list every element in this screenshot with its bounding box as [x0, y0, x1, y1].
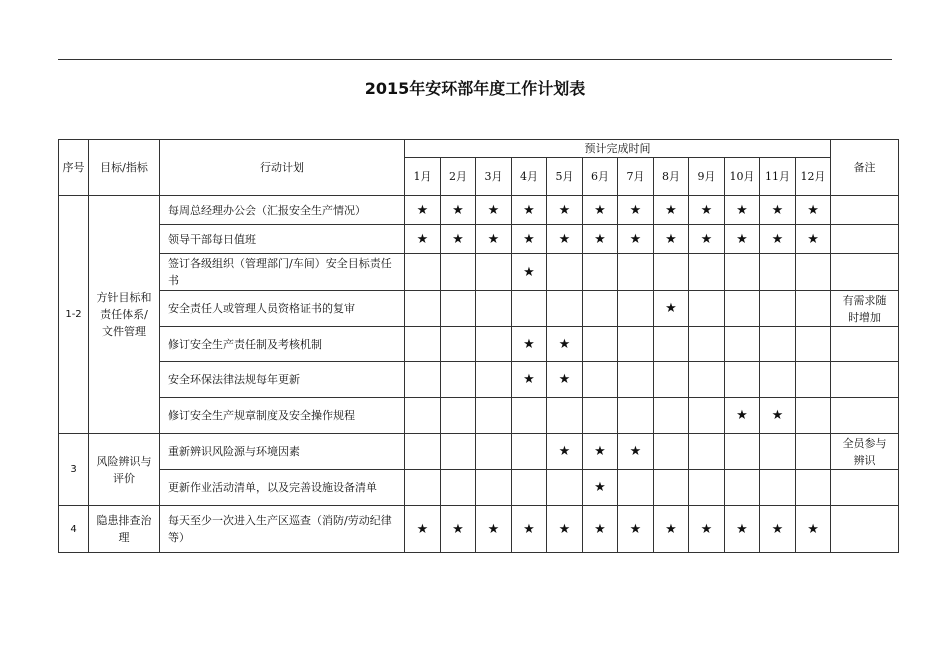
- month-cell: [618, 362, 654, 398]
- month-cell: [725, 291, 760, 327]
- month-cell: [618, 291, 654, 327]
- scheduled-star: ★: [476, 225, 512, 254]
- action-cell: 每天至少一次进入生产区巡查（消防/劳动纪律等）: [160, 506, 405, 553]
- scheduled-star: ★: [796, 225, 831, 254]
- scheduled-star: ★: [760, 506, 796, 553]
- scheduled-star: ★: [476, 506, 512, 553]
- goal-cell: 方针目标和责任体系/文件管理: [89, 196, 160, 434]
- plan-row: [59, 225, 899, 254]
- scheduled-star: ★: [512, 506, 547, 553]
- month-cell: [441, 398, 476, 434]
- scheduled-star: ★: [618, 196, 654, 225]
- action-cell: 修订安全生产规章制度及安全操作规程: [160, 398, 405, 434]
- remark-cell: [831, 398, 899, 434]
- document-title: 2015年安环部年度工作计划表: [364, 79, 586, 98]
- month-header: 11月: [760, 158, 796, 196]
- month-cell: [441, 254, 476, 291]
- scheduled-star: ★: [689, 506, 725, 553]
- remark-cell: [831, 362, 899, 398]
- month-header: 5月: [547, 158, 583, 196]
- month-header: 8月: [654, 158, 689, 196]
- scheduled-star: ★: [547, 434, 583, 470]
- scheduled-star: ★: [441, 506, 476, 553]
- scheduled-star: ★: [725, 398, 760, 434]
- scheduled-star: ★: [654, 196, 689, 225]
- month-header: 2月: [441, 158, 476, 196]
- scheduled-star: ★: [725, 196, 760, 225]
- month-header: 10月: [725, 158, 760, 196]
- scheduled-star: ★: [583, 225, 618, 254]
- month-cell: [476, 327, 512, 362]
- seq-header: 序号: [59, 140, 89, 196]
- month-cell: [796, 254, 831, 291]
- month-cell: [725, 327, 760, 362]
- action-header: 行动计划: [160, 140, 405, 196]
- month-cell: [583, 291, 618, 327]
- month-cell: [476, 434, 512, 470]
- plan-row: [59, 506, 899, 553]
- month-cell: [405, 254, 441, 291]
- month-cell: [476, 254, 512, 291]
- goal-cell: 隐患排查治理: [89, 506, 160, 553]
- scheduled-star: ★: [547, 196, 583, 225]
- goal-cell: 风险辨识与评价: [89, 434, 160, 506]
- month-header: 6月: [583, 158, 618, 196]
- month-cell: [583, 398, 618, 434]
- month-header: 7月: [618, 158, 654, 196]
- scheduled-star: ★: [405, 196, 441, 225]
- action-cell: 修订安全生产责任制及考核机制: [160, 327, 405, 362]
- month-cell: [725, 470, 760, 506]
- month-cell: [618, 470, 654, 506]
- scheduled-star: ★: [512, 254, 547, 291]
- scheduled-star: ★: [760, 225, 796, 254]
- plan-row: [59, 470, 899, 506]
- scheduled-star: ★: [618, 506, 654, 553]
- plan-body: [59, 196, 899, 553]
- plan-row: [59, 362, 899, 398]
- month-cell: [405, 291, 441, 327]
- month-cell: [689, 470, 725, 506]
- action-cell: 签订各级组织（管理部门/车间）安全目标责任书: [160, 254, 405, 291]
- month-cell: [760, 434, 796, 470]
- month-cell: [796, 470, 831, 506]
- month-cell: [476, 291, 512, 327]
- month-cell: [405, 362, 441, 398]
- timeline-header: 预计完成时间: [405, 140, 831, 158]
- scheduled-star: ★: [547, 225, 583, 254]
- remark-cell: [831, 506, 899, 553]
- month-cell: [547, 470, 583, 506]
- plan-row: [59, 327, 899, 362]
- month-cell: [654, 254, 689, 291]
- scheduled-star: ★: [512, 225, 547, 254]
- month-cell: [654, 398, 689, 434]
- month-cell: [405, 434, 441, 470]
- action-cell: 更新作业活动清单，以及完善设施设备清单: [160, 470, 405, 506]
- work-plan-table: [58, 139, 899, 553]
- scheduled-star: ★: [583, 196, 618, 225]
- plan-row: [59, 196, 899, 225]
- scheduled-star: ★: [405, 506, 441, 553]
- month-cell: [796, 291, 831, 327]
- scheduled-star: ★: [618, 225, 654, 254]
- plan-row: [59, 254, 899, 291]
- month-cell: [547, 291, 583, 327]
- month-header: 3月: [476, 158, 512, 196]
- scheduled-star: ★: [441, 225, 476, 254]
- month-cell: [760, 327, 796, 362]
- month-cell: [441, 470, 476, 506]
- month-cell: [760, 291, 796, 327]
- month-header: 12月: [796, 158, 831, 196]
- scheduled-star: ★: [405, 225, 441, 254]
- scheduled-star: ★: [725, 506, 760, 553]
- scheduled-star: ★: [441, 196, 476, 225]
- month-cell: [476, 362, 512, 398]
- scheduled-star: ★: [583, 470, 618, 506]
- month-cell: [689, 291, 725, 327]
- month-cell: [476, 398, 512, 434]
- month-cell: [405, 398, 441, 434]
- month-cell: [689, 362, 725, 398]
- scheduled-star: ★: [654, 291, 689, 327]
- scheduled-star: ★: [583, 434, 618, 470]
- month-cell: [760, 254, 796, 291]
- seq-cell: 1-2: [59, 196, 89, 434]
- scheduled-star: ★: [547, 362, 583, 398]
- header-rule: [58, 59, 892, 60]
- month-cell: [725, 362, 760, 398]
- month-cell: [547, 398, 583, 434]
- month-cell: [654, 434, 689, 470]
- month-cell: [796, 327, 831, 362]
- month-cell: [796, 434, 831, 470]
- remark-cell: 有需求随时增加: [831, 291, 899, 327]
- month-header: 9月: [689, 158, 725, 196]
- seq-cell: 3: [59, 434, 89, 506]
- remark-cell: 全员参与辨识: [831, 434, 899, 470]
- month-cell: [512, 398, 547, 434]
- plan-row: [59, 291, 899, 327]
- scheduled-star: ★: [654, 506, 689, 553]
- month-cell: [618, 398, 654, 434]
- month-cell: [405, 327, 441, 362]
- scheduled-star: ★: [547, 327, 583, 362]
- plan-row: [59, 398, 899, 434]
- month-cell: [583, 327, 618, 362]
- action-cell: 安全环保法律法规每年更新: [160, 362, 405, 398]
- remark-header: 备注: [831, 140, 899, 196]
- scheduled-star: ★: [760, 196, 796, 225]
- month-cell: [441, 291, 476, 327]
- scheduled-star: ★: [618, 434, 654, 470]
- month-cell: [512, 470, 547, 506]
- scheduled-star: ★: [796, 506, 831, 553]
- action-cell: 重新辨识风险源与环境因素: [160, 434, 405, 470]
- seq-cell: 4: [59, 506, 89, 553]
- scheduled-star: ★: [476, 196, 512, 225]
- scheduled-star: ★: [796, 196, 831, 225]
- scheduled-star: ★: [547, 506, 583, 553]
- month-cell: [725, 254, 760, 291]
- month-cell: [441, 362, 476, 398]
- month-cell: [583, 254, 618, 291]
- month-cell: [654, 362, 689, 398]
- month-cell: [725, 434, 760, 470]
- scheduled-star: ★: [512, 362, 547, 398]
- month-cell: [405, 470, 441, 506]
- remark-cell: [831, 254, 899, 291]
- month-cell: [547, 254, 583, 291]
- month-cell: [689, 327, 725, 362]
- scheduled-star: ★: [689, 225, 725, 254]
- month-cell: [796, 398, 831, 434]
- month-cell: [760, 362, 796, 398]
- action-cell: 安全责任人或管理人员资格证书的复审: [160, 291, 405, 327]
- plan-row: [59, 434, 899, 470]
- scheduled-star: ★: [512, 327, 547, 362]
- month-cell: [689, 254, 725, 291]
- month-cell: [689, 398, 725, 434]
- scheduled-star: ★: [689, 196, 725, 225]
- month-header: 1月: [405, 158, 441, 196]
- action-cell: 每周总经理办公会（汇报安全生产情况）: [160, 196, 405, 225]
- month-header: 4月: [512, 158, 547, 196]
- month-cell: [654, 327, 689, 362]
- month-cell: [796, 362, 831, 398]
- header-row-1: [59, 140, 899, 158]
- month-cell: [618, 327, 654, 362]
- remark-cell: [831, 225, 899, 254]
- month-cell: [476, 470, 512, 506]
- month-cell: [618, 254, 654, 291]
- remark-cell: [831, 470, 899, 506]
- scheduled-star: ★: [583, 506, 618, 553]
- month-cell: [583, 362, 618, 398]
- scheduled-star: ★: [512, 196, 547, 225]
- remark-cell: [831, 327, 899, 362]
- month-cell: [654, 470, 689, 506]
- month-cell: [512, 291, 547, 327]
- month-cell: [512, 434, 547, 470]
- month-cell: [441, 327, 476, 362]
- month-cell: [441, 434, 476, 470]
- scheduled-star: ★: [654, 225, 689, 254]
- action-cell: 领导干部每日值班: [160, 225, 405, 254]
- goal-header: 目标/指标: [89, 140, 160, 196]
- month-cell: [689, 434, 725, 470]
- remark-cell: [831, 196, 899, 225]
- scheduled-star: ★: [725, 225, 760, 254]
- month-cell: [760, 470, 796, 506]
- scheduled-star: ★: [760, 398, 796, 434]
